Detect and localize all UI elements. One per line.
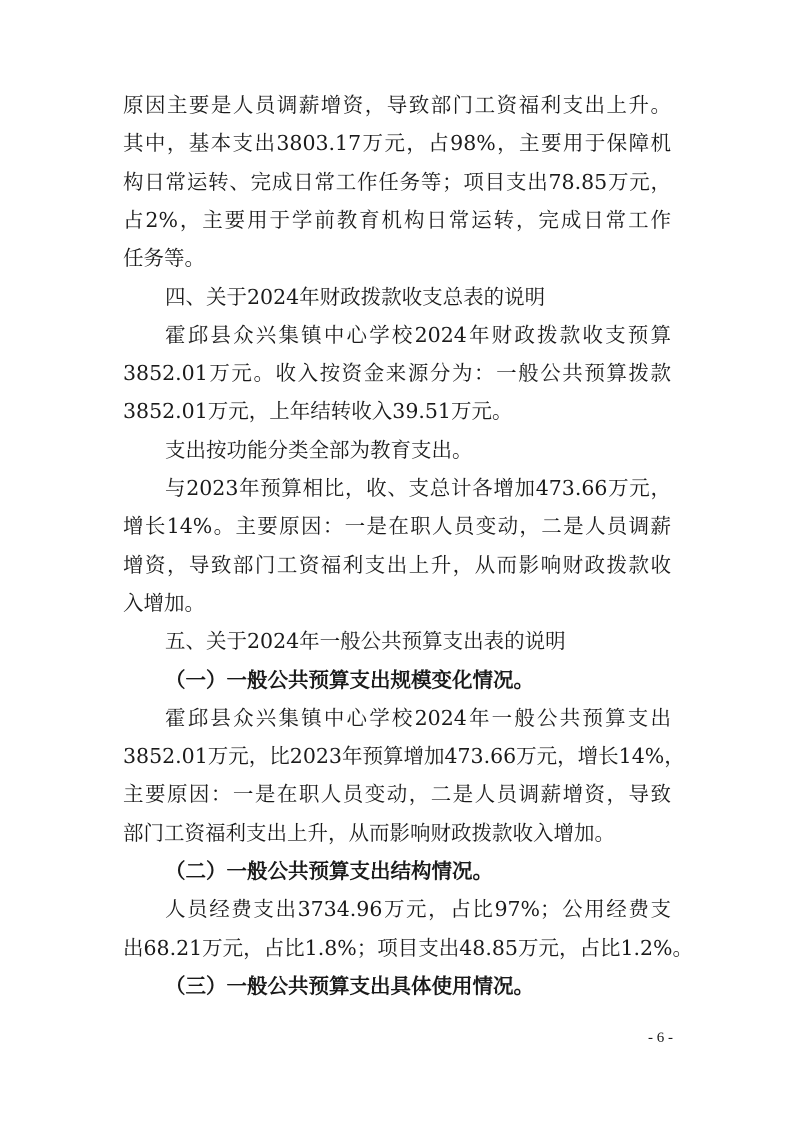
body-line-19: 主要原因：一是在职人员变动，二是人员调薪增资，导致	[123, 782, 671, 807]
body-line-9: 3852.01万元，上年结转收入39.51万元。	[123, 399, 513, 424]
body-line-1: 原因主要是人员调薪增资，导致部门工资福利支出上升。	[123, 93, 671, 117]
body-line-17: 霍邱县众兴集镇中心学校2024年一般公共预算支出	[165, 705, 671, 730]
body-line-3: 构日常运转、完成日常工作任务等；项目支出78.85万元，	[123, 169, 671, 194]
body-line-8: 3852.01万元。收入按资金来源分为：一般公共预算拨款	[123, 361, 671, 386]
body-line-4: 占2%，主要用于学前教育机构日常运转，完成日常工作	[123, 207, 671, 232]
body-line-10: 支出按功能分类全部为教育支出。	[165, 437, 473, 462]
body-line-13: 增资，导致部门工资福利支出上升，从而影响财政拨款收	[123, 552, 671, 577]
body-line-18: 3852.01万元，比2023年预算增加473.66万元，增长14%，	[123, 744, 685, 769]
body-line-14: 入增加。	[123, 590, 205, 615]
page-number: - 6 -	[648, 1030, 673, 1046]
subheading-2: （二）一般公共预算支出结构情况。	[165, 859, 493, 884]
body-line-12: 增长14%。主要原因：一是在职人员变动，二是人员调薪	[123, 514, 671, 539]
body-line-20: 部门工资福利支出上升，从而影响财政拨款收入增加。	[123, 820, 615, 845]
section-heading-5: 五、关于2024年一般公共预算支出表的说明	[165, 629, 566, 654]
body-line-2: 其中，基本支出3803.17万元，占98%，主要用于保障机	[123, 131, 671, 156]
body-line-22: 人员经费支出3734.96万元，占比97%；公用经费支	[165, 897, 671, 922]
subheading-1: （一）一般公共预算支出规模变化情况。	[165, 667, 534, 692]
body-line-7: 霍邱县众兴集镇中心学校2024年财政拨款收支预算	[165, 322, 671, 347]
section-heading-4: 四、关于2024年财政拨款收支总表的说明	[165, 284, 546, 309]
subheading-3: （三）一般公共预算支出具体使用情况。	[165, 974, 534, 998]
body-line-5: 任务等。	[123, 246, 205, 271]
body-line-23: 出68.21万元，占比1.8%；项目支出48.85万元，占比1.2%。	[123, 935, 694, 960]
body-line-11: 与2023年预算相比，收、支总计各增加473.66万元，	[165, 476, 671, 501]
